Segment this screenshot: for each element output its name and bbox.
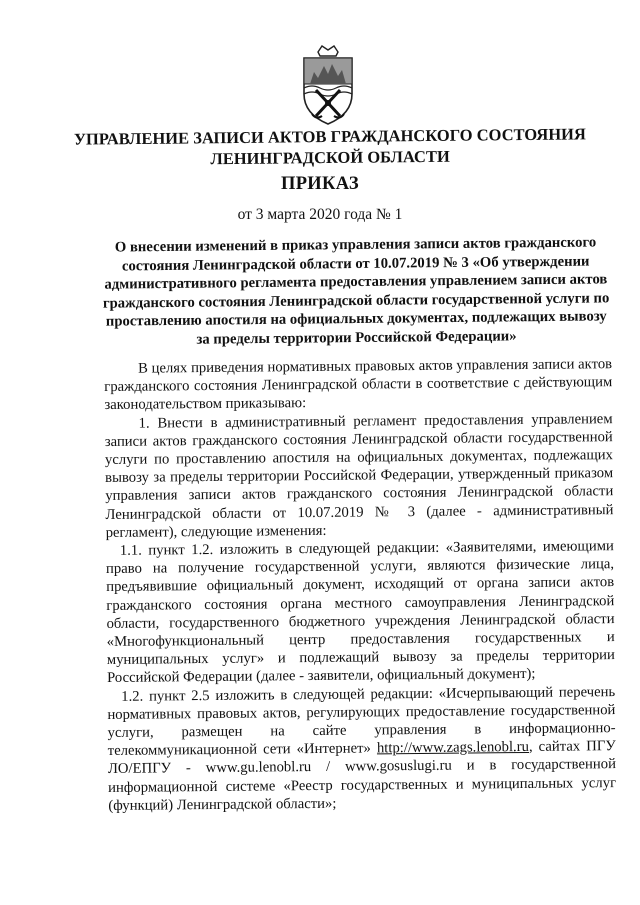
item-1-2-text-end: , сайтах ПГУ ЛО/ЕПГУ - www.gu.lenobl.ru / www.gosuslugi.ru и в государственной информационной системе «Реестр государственных и муниципальных услуг (функций) Ленинградской области»; (107, 738, 617, 814)
item-1-2-text-start: 1.2. пункт 2.5 изложить в следующей редакции: «Исчерпывающий перечень нормативных правовых актов, регулирующих предоставление государственной услуги, размещен на сайте управления в информационно-телекоммуникационной сети «Интернет» (107, 683, 616, 760)
order-body (104, 355, 616, 815)
organization-line-1: УПРАВЛЕНИЕ ЗАПИСИ АКТОВ ГРАЖДАНСКОГО СОСТОЯНИЯ (73, 124, 586, 149)
document-type: ПРИКАЗ (281, 174, 359, 194)
document-date-number: от 3 марта 2020 года № 1 (237, 206, 403, 223)
item-1-2-paragraph (107, 683, 616, 815)
order-subject: О внесении изменений в приказ управления записи актов гражданского состояния Ленинградской области от 10.07.2019 № 3 «Об утверждении административного регламента предоставления управлением записи актов гражданского состояния Ленинградской области государственной услуги по проставлению апостиля на официальных документах, подлежащих вывозу за пределы территории Российской Федерации» (102, 234, 610, 348)
coat-of-arms-icon (296, 44, 360, 126)
organization-name (60, 123, 600, 171)
item-1-1-paragraph: 1.1. пункт 1.2. изложить в следующей редакции: «Заявителями, имеющими право на получение государственной услуги, являются физические лица, предъявившие официальный документ, исходящий от органа записи актов гражданского состояния органа местного самоуправления Ленинградской области, государственного бюджетного учреждения Ленинградской области «Многофункциональный центр предоставления государственных и муниципальных услуг» и подлежащий вывозу за пределы территории Российской Федерации (далее - заявители, официальный документ); (105, 538, 615, 687)
zags-website-link[interactable]: http://www.zags.lenobl.ru (376, 739, 530, 757)
item-1-paragraph: 1. Внести в административный регламент предоставления управлением записи актов гражданского состояния Ленинградской области государственной услуги по проставлению апостиля на официальных документах, подлежащих вывозу за пределы территории Российской Федерации, утвержденный приказом управления записи актов гражданского состояния Ленинградской области Ленинградской области от 10.07.2019 № 3 (далее - административный регламент), следующие изменения: (104, 410, 614, 541)
intro-paragraph: В целях приведения нормативных правовых актов управления записи актов гражданского состояния Ленинградской области в соответствие с действующим законодательством приказываю: (104, 356, 613, 414)
organization-line-2: ЛЕНИНГРАДСКОЙ ОБЛАСТИ (210, 146, 450, 169)
